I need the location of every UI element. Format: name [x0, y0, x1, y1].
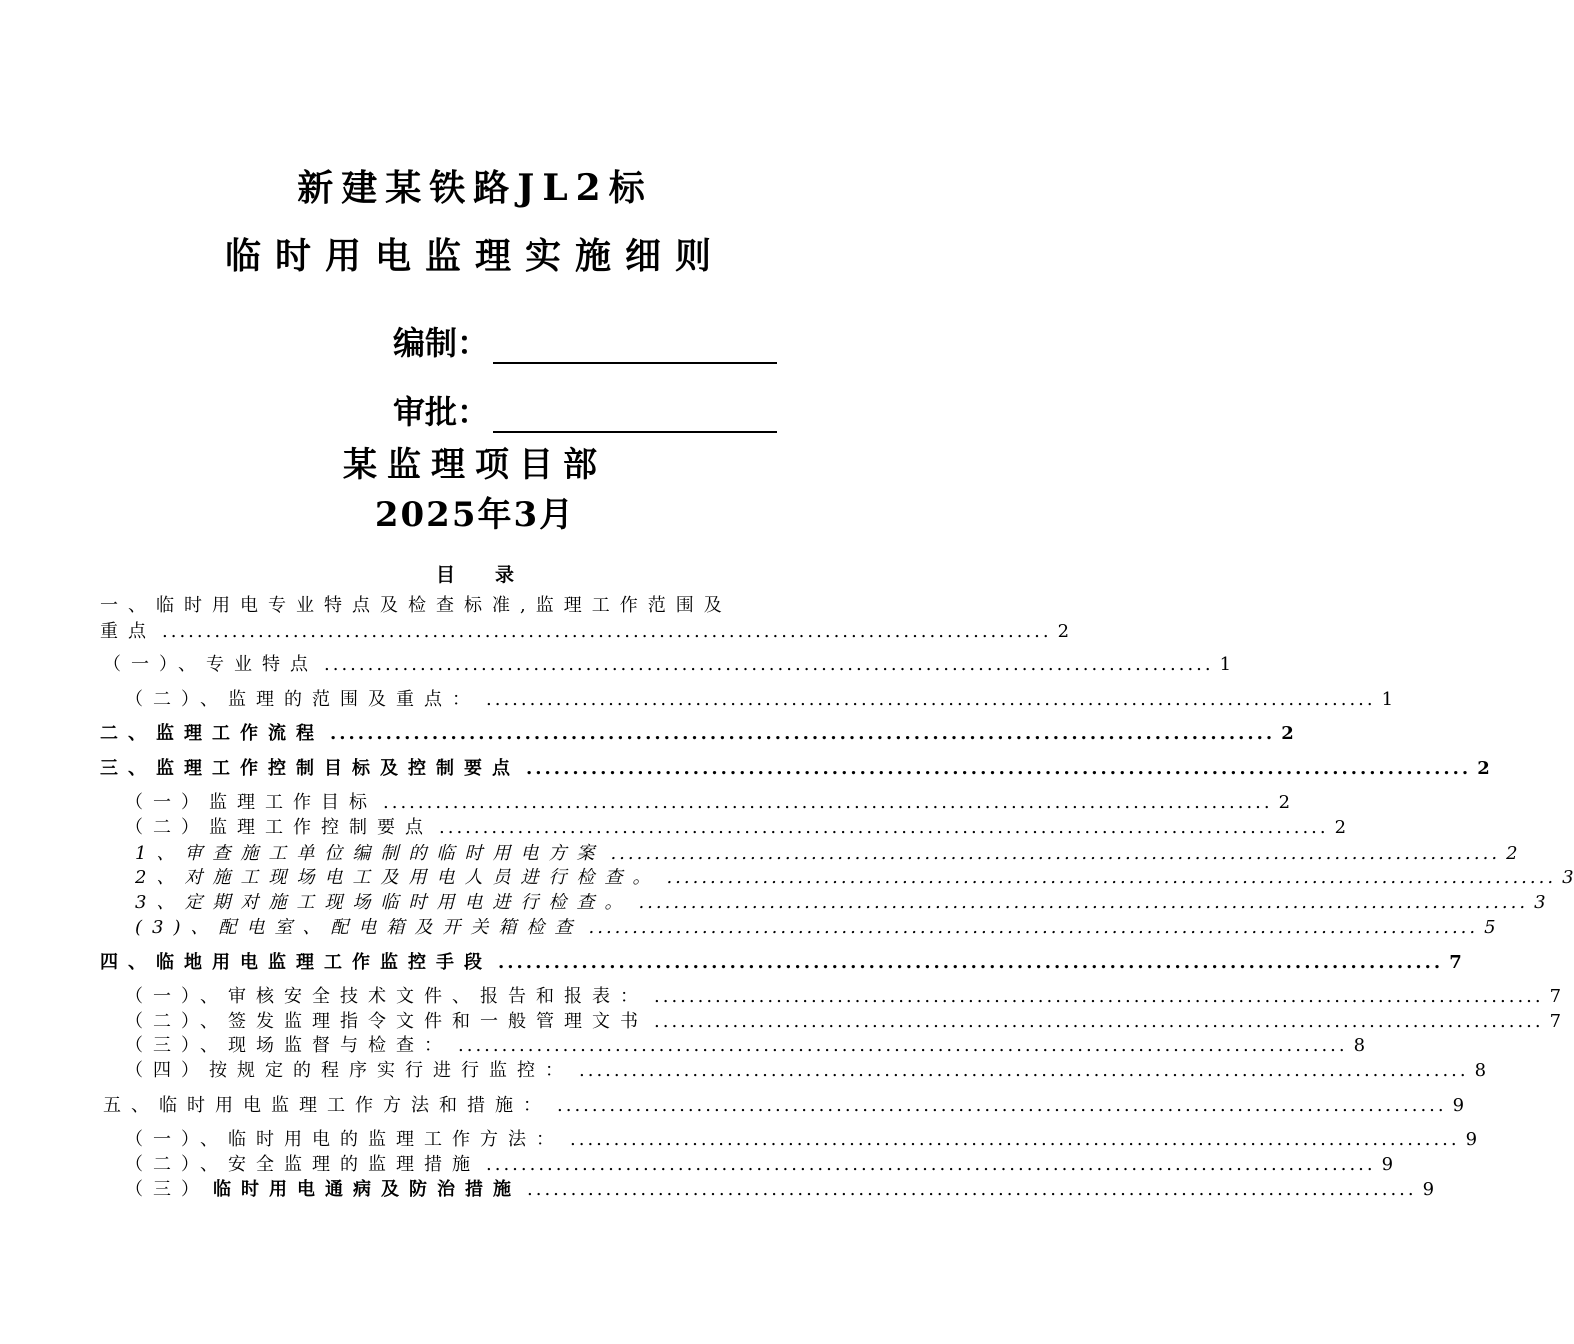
- toc-entry-label: （二）、签发监理指令文件和一般管理文书: [125, 1011, 648, 1032]
- toc-entry[interactable]: [100, 951, 1462, 975]
- toc-page-number: 2: [1278, 792, 1291, 813]
- toc-page-number: 3: [1562, 867, 1574, 888]
- toc-leader-dots: ......................................................................................................: [383, 792, 1273, 813]
- organization-name: 某监理项目部: [343, 445, 607, 485]
- toc-entry[interactable]: [103, 1094, 1465, 1118]
- toc-page-number: 8: [1474, 1060, 1487, 1081]
- toc-page-number: 2: [1477, 758, 1490, 779]
- prepared-by-label: 编制：: [393, 324, 490, 362]
- toc-entry-label: （三）、现场监督与检查：: [125, 1035, 452, 1056]
- toc-leader-dots: ......................................................................................................: [557, 1095, 1447, 1116]
- prepared-by-signature-line: [493, 328, 777, 364]
- toc-entry-1-line1: 一、临时用电专业特点及检查标准,监理工作范围及: [100, 595, 732, 616]
- toc-entry[interactable]: [135, 916, 1496, 940]
- toc-leader-dots: ......................................................................................................: [654, 986, 1544, 1007]
- toc-entry-label: (3)、配电室、配电箱及开关箱检查: [135, 917, 583, 938]
- toc-entry-prefix: （三）: [125, 1179, 209, 1200]
- toc-page-number: 2: [1281, 723, 1294, 744]
- toc-leader-dots: ......................................................................................................: [610, 843, 1501, 864]
- toc-entry-label: （一）、临时用电的监理工作方法：: [125, 1129, 564, 1150]
- toc-entry-label: （二）监理工作控制要点: [125, 817, 433, 838]
- toc-entry[interactable]: [100, 620, 1070, 644]
- toc-entry-label: 3、定期对施工现场临时用电进行检查。: [135, 892, 633, 913]
- approved-by-signature-line: [493, 397, 777, 433]
- toc-leader-dots: ......................................................................................................: [162, 621, 1052, 642]
- toc-entry[interactable]: [125, 1010, 1562, 1034]
- toc-entry-label: 2、对施工现场电工及用电人员进行检查。: [135, 867, 661, 888]
- toc-entry-label: 四、临地用电监理工作监控手段: [100, 952, 492, 973]
- toc-page-number: 9: [1381, 1154, 1394, 1175]
- toc-entry[interactable]: [125, 1128, 1478, 1152]
- toc-leader-dots: ......................................................................................................: [570, 1129, 1460, 1150]
- toc-entry-label: （一）、专业特点: [103, 654, 318, 675]
- toc-leader-dots: ......................................................................................................: [439, 817, 1329, 838]
- toc-leader-dots: ......................................................................................................: [527, 1179, 1417, 1200]
- toc-entry[interactable]: [135, 891, 1546, 915]
- toc-page-number: 1: [1381, 689, 1394, 710]
- toc-entry[interactable]: [135, 842, 1518, 866]
- toc-leader-dots: ......................................................................................................: [330, 723, 1276, 744]
- toc-entry[interactable]: [100, 722, 1294, 746]
- toc-page-number: 7: [1549, 1011, 1562, 1032]
- approved-by-row: [393, 387, 777, 433]
- document-title: 新建某铁路JL2标: [297, 167, 653, 209]
- toc-entry[interactable]: [125, 816, 1347, 840]
- toc-leader-dots: ......................................................................................................: [498, 952, 1444, 973]
- toc-entry[interactable]: [125, 1034, 1366, 1058]
- toc-page-number: 5: [1484, 917, 1496, 938]
- toc-entry-label: 二、监理工作流程: [100, 723, 324, 744]
- toc-entry-label: （四）按规定的程序实行进行监控：: [125, 1060, 573, 1081]
- toc-entry[interactable]: [135, 866, 1574, 890]
- toc-heading: 目录: [435, 564, 554, 586]
- toc-page-number: 8: [1353, 1035, 1366, 1056]
- prepared-by-row: [393, 318, 777, 364]
- toc-entry-label: （二）、安全监理的监理措施: [125, 1154, 480, 1175]
- toc-leader-dots: ......................................................................................................: [526, 758, 1472, 779]
- toc-leader-dots: ......................................................................................................: [486, 1154, 1376, 1175]
- toc-entry-label: 临时用电通病及防治措施: [213, 1179, 521, 1200]
- toc-leader-dots: ......................................................................................................: [666, 867, 1557, 888]
- toc-entry[interactable]: [100, 757, 1490, 781]
- toc-entry[interactable]: [125, 688, 1394, 712]
- toc-entry-label: 重点: [100, 621, 156, 642]
- toc-page-number: 7: [1549, 986, 1562, 1007]
- toc-page-number: 2: [1057, 621, 1070, 642]
- toc-entry[interactable]: [125, 1059, 1487, 1083]
- toc-leader-dots: ......................................................................................................: [654, 1011, 1544, 1032]
- toc-entry[interactable]: [125, 1178, 1435, 1202]
- toc-entry[interactable]: [125, 985, 1562, 1009]
- toc-leader-dots: ......................................................................................................: [324, 654, 1214, 675]
- toc-entry-label: 五、临时用电监理工作方法和措施：: [103, 1095, 551, 1116]
- toc-leader-dots: ......................................................................................................: [579, 1060, 1469, 1081]
- toc-leader-dots: ......................................................................................................: [486, 689, 1376, 710]
- toc-entry-label: 1、审查施工单位编制的临时用电方案: [135, 843, 605, 864]
- toc-leader-dots: ......................................................................................................: [458, 1035, 1348, 1056]
- toc-entry[interactable]: [103, 653, 1232, 677]
- toc-entry-label: （一）、审核安全技术文件、报告和报表：: [125, 986, 648, 1007]
- toc-entry[interactable]: [125, 1153, 1394, 1177]
- toc-leader-dots: ......................................................................................................: [588, 917, 1479, 938]
- toc-entry-label: 三、监理工作控制目标及控制要点: [100, 758, 520, 779]
- toc-page-number: 1: [1219, 654, 1232, 675]
- toc-leader-dots: ......................................................................................................: [638, 892, 1529, 913]
- approved-by-label: 审批：: [393, 393, 490, 431]
- toc-entry[interactable]: [125, 791, 1291, 815]
- toc-page-number: 9: [1422, 1179, 1435, 1200]
- toc-page-number: 3: [1534, 892, 1546, 913]
- toc-page-number: 2: [1334, 817, 1347, 838]
- toc-entry-label: （二）、监理的范围及重点：: [125, 689, 480, 710]
- toc-entry-label: （一）监理工作目标: [125, 792, 377, 813]
- toc-page-number: 2: [1506, 843, 1518, 864]
- document-date: 2025年3月: [374, 495, 576, 535]
- toc-page-number: 9: [1452, 1095, 1465, 1116]
- toc-page-number: 7: [1449, 952, 1462, 973]
- toc-page-number: 9: [1465, 1129, 1478, 1150]
- document-subtitle: 临时用电监理实施细则: [224, 235, 725, 277]
